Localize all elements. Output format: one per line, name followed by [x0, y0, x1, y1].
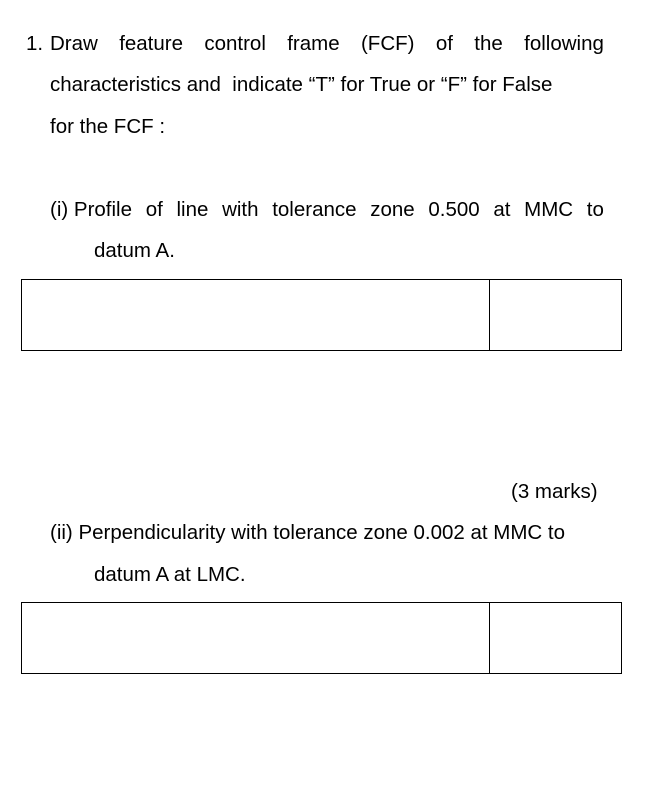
intro-word: of — [435, 32, 453, 55]
intro-word: feature — [119, 32, 184, 55]
intro-word: following — [524, 32, 604, 55]
question-number: 1. — [26, 32, 44, 55]
part-ii-text-line-2: datum A at LMC. — [94, 563, 246, 586]
part-i-text-line-1 — [50, 198, 604, 222]
intro-word: control — [204, 32, 266, 55]
fcf-box-i-divider — [489, 280, 490, 350]
part-i-word: to — [586, 198, 604, 221]
intro-word: Draw — [50, 32, 98, 55]
intro-word: the — [474, 32, 503, 55]
question-intro-line-3: for the FCF : — [50, 115, 166, 138]
part-i-word: with — [222, 198, 259, 221]
part-i-text-line-2: datum A. — [94, 239, 175, 262]
part-i-word: 0.500 — [428, 198, 480, 221]
part-i-word: of — [145, 198, 163, 221]
intro-word: frame — [287, 32, 340, 55]
part-i-word: tolerance — [272, 198, 357, 221]
part-i-word: at — [493, 198, 511, 221]
part-i-word: (i) Profile — [50, 198, 133, 221]
fcf-box-ii-divider — [489, 603, 490, 673]
part-i-word: zone — [370, 198, 415, 221]
question-intro-line-2: characteristics and indicate “T” for True or “F” for False — [50, 73, 553, 96]
question-intro-line-1 — [50, 32, 604, 56]
fcf-answer-box-i[interactable] — [21, 279, 622, 351]
fcf-answer-box-ii[interactable] — [21, 602, 622, 674]
part-ii-text-line-1: (ii) Perpendicularity with tolerance zone 0.002 at MMC to — [50, 521, 566, 544]
part-i-word: line — [176, 198, 209, 221]
intro-word: (FCF) — [360, 32, 415, 55]
part-i-word: MMC — [524, 198, 574, 221]
marks-label: (3 marks) — [511, 480, 598, 503]
